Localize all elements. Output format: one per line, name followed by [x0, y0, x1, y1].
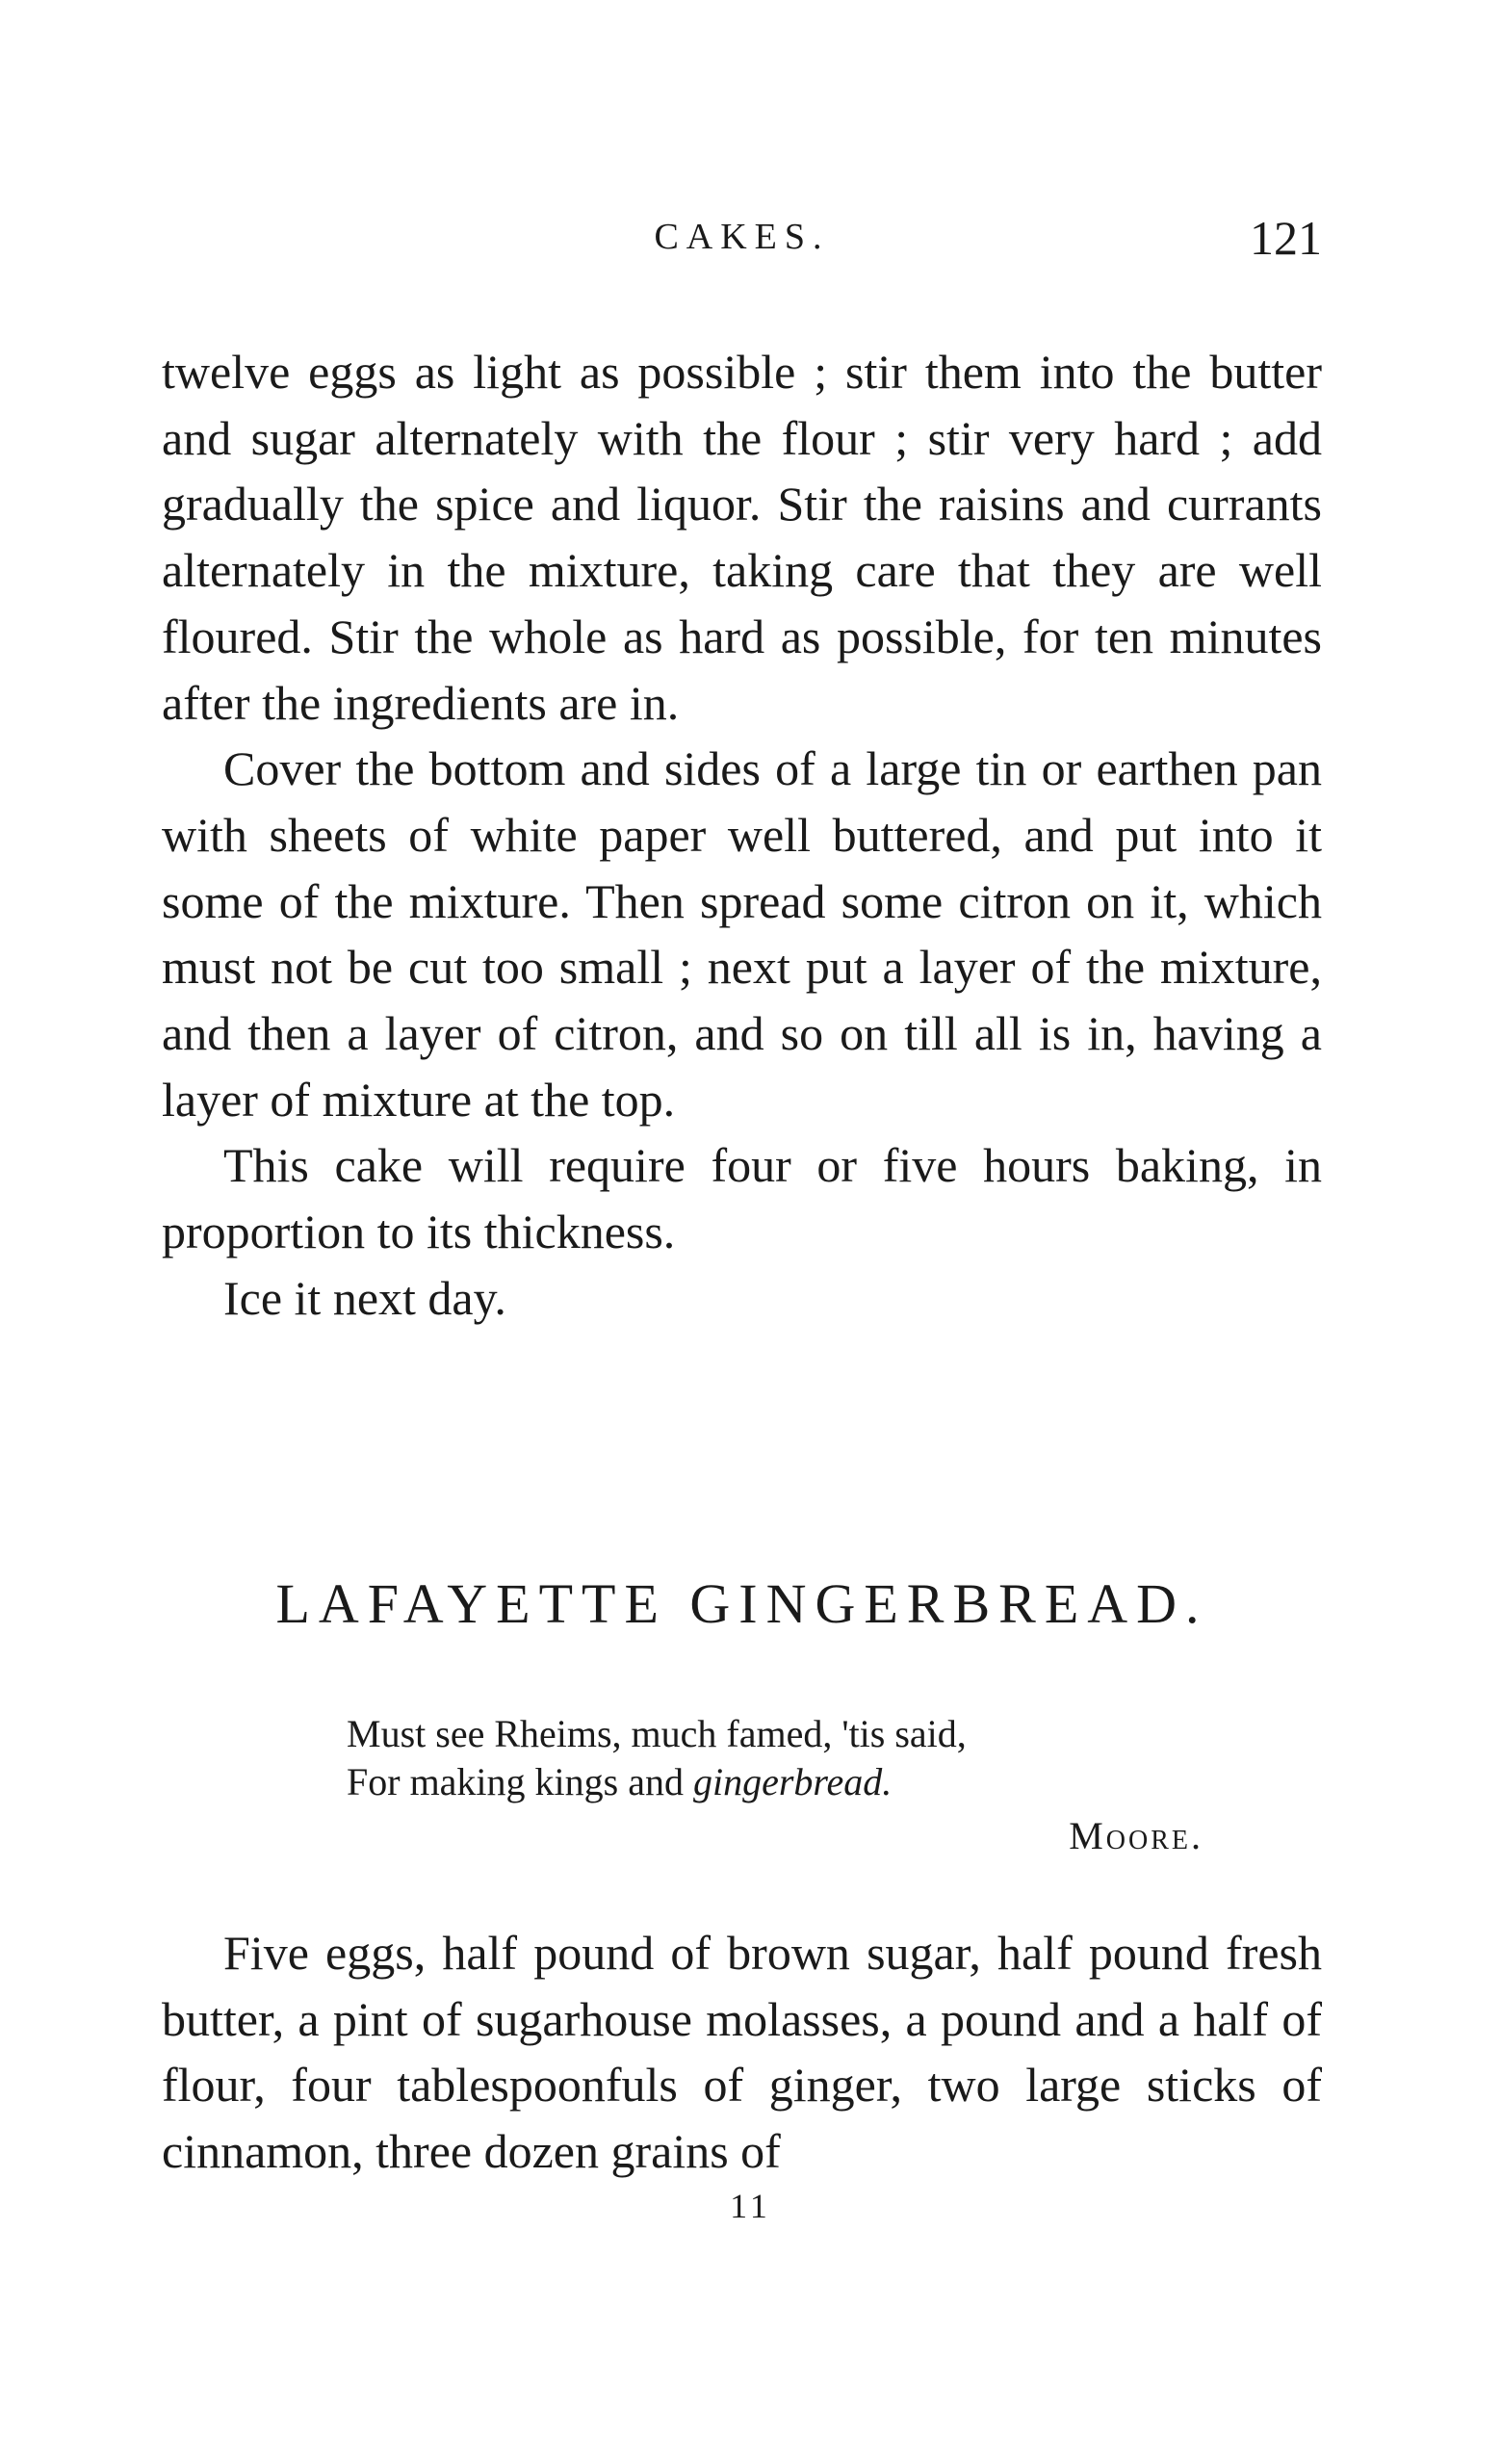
epigraph [347, 1710, 1203, 1860]
page-number: 121 [1250, 211, 1322, 265]
paragraph-baking-time: This cake will require four or five hours baking, in proportion to its thickness. [162, 1138, 1322, 1259]
epigraph-line-1: Must see Rheims, much famed, 'tis said, [347, 1712, 967, 1755]
paragraph-continued: twelve eggs as light as possible ; stir them into the butter and sugar alternately with the flour ; stir very hard ; add gradually the spice and liquor. Stir the raisins and currants alternately in the mixture, taking care that they are well floured. Stir the whole as hard as possible, for ten minutes after the ingredients are in. [162, 345, 1322, 730]
epigraph-line-2 [347, 1758, 1203, 1806]
running-title: CAKES. [654, 217, 830, 257]
epigraph-italic-word: gingerbread. [692, 1760, 893, 1803]
epigraph-attribution: Moore. [1069, 1814, 1203, 1857]
recipe-heading: LAFAYETTE GINGERBREAD. [275, 1572, 1208, 1635]
body-text [162, 339, 1322, 1332]
paragraph-cover-pan: Cover the bottom and sides of a large tin or earthen pan with sheets of white paper well buttered, and put into it some of the mixture. Then spread some citron on it, which must not be cut too small ; next put a layer of the mixture, and then a layer of citron, and so on till all is in, having a layer of mixture at the top. [162, 741, 1322, 1127]
epigraph-line-2-text: For making kings and [347, 1760, 693, 1803]
signature-mark: 11 [730, 2187, 771, 2225]
recipe-paragraph: Five eggs, half pound of brown sugar, half pound fresh butter, a pint of sugarhouse molasses, a pound and a half of flour, four tablespoonfuls of ginger, two large sticks of cinnamon, three dozen grains of [162, 1926, 1322, 2179]
running-head [162, 210, 1322, 268]
paragraph-ice: Ice it next day. [223, 1270, 506, 1325]
